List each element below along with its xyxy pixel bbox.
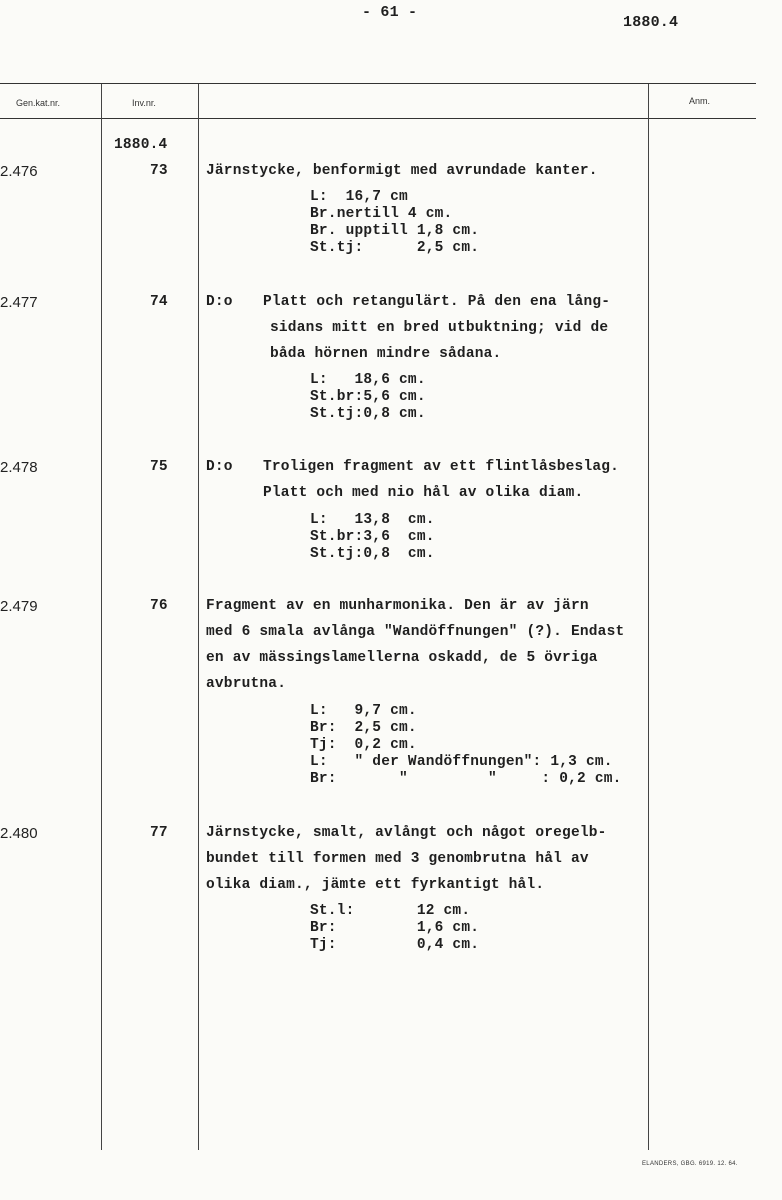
measurement-line: St.tj:0,8 cm. — [310, 546, 435, 562]
inv-number: 75 — [150, 459, 168, 475]
description-line: Platt och retangulärt. På den ena lång- — [263, 294, 611, 310]
measurement-line: St.tj: 2,5 cm. — [310, 240, 480, 256]
measurement-line: Br.nertill 4 cm. — [310, 206, 453, 222]
page-number: - 61 - — [362, 4, 418, 21]
description-line: Troligen fragment av ett flintlåsbeslag. — [263, 459, 620, 475]
description-line: en av mässingslamellerna oskadd, de 5 övriga — [206, 650, 598, 666]
measurement-line: L: 18,6 cm. — [310, 372, 426, 388]
description-line: båda hörnen mindre sådana. — [270, 346, 502, 362]
inv-number: 76 — [150, 598, 168, 614]
description-line: avbrutna. — [206, 676, 287, 692]
header-rule-top — [0, 83, 756, 84]
measurement-line: Br. upptill 1,8 cm. — [310, 223, 480, 239]
inv-number: 77 — [150, 825, 168, 841]
column-header-gen-kat: Gen.kat.nr. — [16, 98, 61, 108]
printer-imprint: ELANDERS, GBG. 6919. 12. 64. — [642, 1161, 738, 1167]
description-line: Järnstycke, smalt, avlångt och något oregelb- — [206, 825, 607, 841]
column-header-inv: Inv.nr. — [132, 98, 156, 108]
inv-number: 74 — [150, 294, 168, 310]
measurement-line: L: 9,7 cm. — [310, 703, 417, 719]
measurement-line: St.l: 12 cm. — [310, 903, 471, 919]
column-header-anm: Anm. — [689, 96, 711, 106]
gen-kat-number: 2.476 — [0, 163, 38, 180]
gen-kat-number: 2.479 — [0, 598, 38, 615]
description-line: Järnstycke, benformigt med avrundade kanter. — [206, 163, 598, 179]
description-line: bundet till formen med 3 genombrutna hål av — [206, 851, 589, 867]
accession-header: 1880.4 — [623, 14, 679, 31]
measurement-line: L: " der Wandöffnungen": 1,3 cm. — [310, 754, 613, 770]
description-line: Fragment av en munharmonika. Den är av järn — [206, 598, 589, 614]
description-line: Platt och med nio hål av olika diam. — [263, 485, 584, 501]
column-divider-3 — [648, 84, 649, 1150]
measurement-line: L: 13,8 cm. — [310, 512, 435, 528]
measurement-line: St.tj:0,8 cm. — [310, 406, 426, 422]
gen-kat-number: 2.480 — [0, 825, 38, 842]
header-rule-bottom — [0, 118, 756, 119]
accession-label: 1880.4 — [114, 137, 168, 153]
column-divider-1 — [101, 84, 102, 1150]
description-line: olika diam., jämte ett fyrkantigt hål. — [206, 877, 545, 893]
measurement-line: L: 16,7 cm — [310, 189, 408, 205]
measurement-line: Tj: 0,4 cm. — [310, 937, 480, 953]
measurement-line: Br: 1,6 cm. — [310, 920, 480, 936]
gen-kat-number: 2.478 — [0, 459, 38, 476]
description-line: med 6 smala avlånga "Wandöffnungen" (?). Endast — [206, 624, 625, 640]
column-divider-2 — [198, 84, 199, 1150]
description-line: sidans mitt en bred utbuktning; vid de — [270, 320, 609, 336]
measurement-line: St.br:5,6 cm. — [310, 389, 426, 405]
inv-number: 73 — [150, 163, 168, 179]
ditto-mark: D:o — [206, 294, 233, 310]
measurement-line: St.br:3,6 cm. — [310, 529, 435, 545]
measurement-line: Br: 2,5 cm. — [310, 720, 417, 736]
ditto-mark: D:o — [206, 459, 233, 475]
measurement-line: Br: " " : 0,2 cm. — [310, 771, 622, 787]
measurement-line: Tj: 0,2 cm. — [310, 737, 417, 753]
gen-kat-number: 2.477 — [0, 294, 38, 311]
